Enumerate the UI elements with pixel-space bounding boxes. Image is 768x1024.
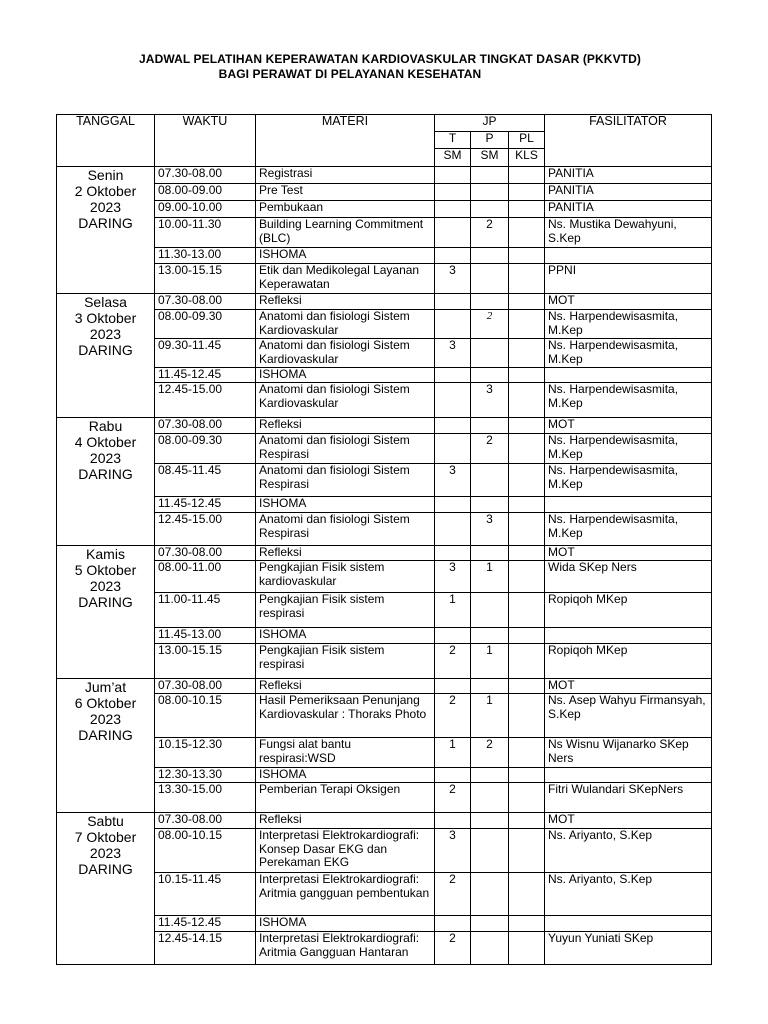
fasilitator-cell: [545, 368, 712, 383]
jp-pl-cell: [509, 783, 545, 813]
jp-pl-cell: [509, 679, 545, 694]
jp-p-cell: [471, 167, 509, 184]
jp-t-cell: 2: [435, 873, 471, 916]
day-mode: DARING: [78, 861, 133, 877]
time-cell: 08.00-09.30: [155, 310, 256, 339]
table-row: [57, 783, 712, 813]
document-title: JADWAL PELATIHAN KEPERAWATAN KARDIOVASKULAR TINGKAT DASAR (PKKVTD): [139, 52, 641, 66]
time-cell: 12.45-15.00: [155, 513, 256, 546]
day-cell: [57, 813, 155, 965]
fasilitator-cell: MOT: [545, 813, 712, 829]
jp-p-cell: 2: [471, 218, 509, 248]
materi-cell: Pengkajian Fisik sistem respirasi: [256, 593, 435, 628]
jp-p-cell: [471, 916, 509, 932]
fasilitator-cell: Ns. Harpendewisasmita, M.Kep: [545, 434, 712, 464]
fasilitator-cell: Ns. Harpendewisasmita, M.Kep: [545, 339, 712, 368]
materi-cell: ISHOMA: [256, 916, 435, 932]
jp-t-cell: [435, 383, 471, 418]
fasilitator-cell: Ns Wisnu Wijanarko SKep Ners: [545, 738, 712, 768]
day-year: 2023: [89, 199, 122, 215]
table-row: [57, 561, 712, 593]
time-cell: 07.30-08.00: [155, 679, 256, 694]
materi-cell: Refleksi: [256, 679, 435, 694]
materi-cell: Refleksi: [256, 294, 435, 310]
table-row: [57, 513, 712, 546]
day-name: Rabu: [88, 418, 123, 434]
day-cell: [57, 679, 155, 813]
schedule-table: [56, 114, 712, 965]
jp-t-cell: [435, 294, 471, 310]
day-mode: DARING: [78, 594, 133, 610]
materi-cell: Interpretasi Elektrokardiografi: Aritmia gangguan pembentukan: [256, 873, 435, 916]
day-mode: DARING: [78, 727, 133, 743]
materi-cell: Building Learning Commitment (BLC): [256, 218, 435, 248]
header-sm-t: SM: [435, 149, 471, 167]
header-t: T: [435, 132, 471, 149]
jp-pl-cell: [509, 644, 545, 679]
table-row: [57, 339, 712, 368]
jp-t-cell: 1: [435, 593, 471, 628]
day-date: 4 Oktober: [74, 434, 137, 450]
time-cell: 13.00-15.15: [155, 264, 256, 294]
jp-pl-cell: [509, 873, 545, 916]
jp-t-cell: [435, 497, 471, 513]
table-row: [57, 464, 712, 497]
jp-t-cell: 3: [435, 561, 471, 593]
table-row: [57, 218, 712, 248]
jp-pl-cell: [509, 310, 545, 339]
jp-pl-cell: [509, 248, 545, 264]
materi-cell: Pembukaan: [256, 201, 435, 218]
fasilitator-cell: [545, 768, 712, 783]
time-cell: 08.00-10.15: [155, 694, 256, 738]
table-row: [57, 768, 712, 783]
materi-cell: Interpretasi Elektrokardiografi: Konsep Dasar EKG dan Perekaman EKG: [256, 829, 435, 873]
materi-cell: ISHOMA: [256, 368, 435, 383]
table-row: [57, 593, 712, 628]
jp-pl-cell: [509, 628, 545, 644]
table-row: [57, 829, 712, 873]
time-cell: 08.00-09.30: [155, 434, 256, 464]
table-row: [57, 497, 712, 513]
table-row: [57, 434, 712, 464]
time-cell: 07.30-08.00: [155, 167, 256, 184]
jp-t-cell: 2: [435, 932, 471, 965]
time-cell: 08.45-11.45: [155, 464, 256, 497]
jp-p-cell: [471, 497, 509, 513]
jp-p-cell: [471, 184, 509, 201]
header-fasilitator: FASILITATOR: [545, 115, 712, 167]
time-cell: 09.30-11.45: [155, 339, 256, 368]
jp-t-cell: [435, 167, 471, 184]
jp-t-cell: [435, 368, 471, 383]
jp-p-cell: [471, 932, 509, 965]
time-cell: 11.45-12.45: [155, 916, 256, 932]
time-cell: 11.45-12.45: [155, 368, 256, 383]
day-name: Jum’at: [84, 679, 127, 695]
table-row: [57, 310, 712, 339]
materi-cell: Anatomi dan fisiologi Sistem Respirasi: [256, 434, 435, 464]
table-row: [57, 916, 712, 932]
fasilitator-cell: Ns. Ariyanto, S.Kep: [545, 873, 712, 916]
day-year: 2023: [89, 578, 122, 594]
time-cell: 08.00-11.00: [155, 561, 256, 593]
header-p: P: [471, 132, 509, 149]
table-row: [57, 932, 712, 965]
jp-p-cell: [471, 368, 509, 383]
fasilitator-cell: Ns. Harpendewisasmita, M.Kep: [545, 464, 712, 497]
jp-pl-cell: [509, 546, 545, 561]
header-jp: JP: [435, 115, 545, 132]
jp-pl-cell: [509, 167, 545, 184]
jp-t-cell: 3: [435, 829, 471, 873]
header-materi: MATERI: [256, 115, 435, 167]
materi-cell: ISHOMA: [256, 248, 435, 264]
materi-cell: Pengkajian Fisik sistem respirasi: [256, 644, 435, 679]
fasilitator-cell: PANITIA: [545, 167, 712, 184]
table-row: [57, 248, 712, 264]
header-kls: KLS: [509, 149, 545, 167]
materi-cell: Anatomi dan fisiologi Sistem Kardiovaskular: [256, 310, 435, 339]
jp-pl-cell: [509, 434, 545, 464]
table-row: [57, 628, 712, 644]
jp-t-cell: 2: [435, 694, 471, 738]
jp-p-cell: [471, 264, 509, 294]
jp-pl-cell: [509, 418, 545, 434]
jp-pl-cell: [509, 561, 545, 593]
jp-pl-cell: [509, 464, 545, 497]
time-cell: 08.00-09.00: [155, 184, 256, 201]
jp-p-cell: [471, 464, 509, 497]
day-date: 5 Oktober: [74, 562, 137, 578]
fasilitator-cell: [545, 248, 712, 264]
day-date: 7 Oktober: [74, 829, 137, 845]
table-row: [57, 201, 712, 218]
jp-t-cell: [435, 813, 471, 829]
materi-cell: Fungsi alat bantu respirasi:WSD: [256, 738, 435, 768]
jp-t-cell: [435, 310, 471, 339]
time-cell: 07.30-08.00: [155, 294, 256, 310]
time-cell: 09.00-10.00: [155, 201, 256, 218]
time-cell: 13.00-15.15: [155, 644, 256, 679]
jp-p-cell: [471, 679, 509, 694]
jp-pl-cell: [509, 339, 545, 368]
fasilitator-cell: Ropiqoh MKep: [545, 644, 712, 679]
jp-p-cell: 2: [471, 738, 509, 768]
materi-cell: Anatomi dan fisiologi Sistem Kardiovaskular: [256, 339, 435, 368]
jp-p-cell: [471, 829, 509, 873]
fasilitator-cell: Yuyun Yuniati SKep: [545, 932, 712, 965]
jp-t-cell: [435, 248, 471, 264]
day-name: Kamis: [86, 546, 125, 562]
table-row: [57, 644, 712, 679]
day-cell: [57, 294, 155, 418]
materi-cell: Refleksi: [256, 813, 435, 829]
materi-cell: Refleksi: [256, 418, 435, 434]
jp-t-cell: [435, 628, 471, 644]
time-cell: 13.30-15.00: [155, 783, 256, 813]
materi-cell: ISHOMA: [256, 628, 435, 644]
time-cell: 10.15-12.30: [155, 738, 256, 768]
fasilitator-cell: Ns. Asep Wahyu Firmansyah, S.Kep: [545, 694, 712, 738]
jp-pl-cell: [509, 294, 545, 310]
time-cell: 10.15-11.45: [155, 873, 256, 916]
jp-p-cell: [471, 546, 509, 561]
table-row: [57, 418, 712, 434]
jp-p-cell: [471, 783, 509, 813]
jp-pl-cell: [509, 593, 545, 628]
jp-pl-cell: [509, 829, 545, 873]
day-name: Selasa: [84, 294, 127, 310]
jp-p-cell: [471, 768, 509, 783]
fasilitator-cell: Ns. Harpendewisasmita, M.Kep: [545, 310, 712, 339]
table-row: [57, 264, 712, 294]
day-cell: [57, 418, 155, 546]
jp-t-cell: 2: [435, 783, 471, 813]
materi-cell: Refleksi: [256, 546, 435, 561]
table-row: [57, 368, 712, 383]
jp-t-cell: [435, 184, 471, 201]
time-cell: 07.30-08.00: [155, 546, 256, 561]
fasilitator-cell: MOT: [545, 546, 712, 561]
fasilitator-cell: Wida SKep Ners: [545, 561, 712, 593]
jp-pl-cell: [509, 497, 545, 513]
jp-pl-cell: [509, 264, 545, 294]
jp-t-cell: 2: [435, 644, 471, 679]
jp-t-cell: [435, 768, 471, 783]
time-cell: 07.30-08.00: [155, 418, 256, 434]
schedule-body: [57, 115, 712, 965]
fasilitator-cell: Ns. Ariyanto, S.Kep: [545, 829, 712, 873]
header-sm-p: SM: [471, 149, 509, 167]
fasilitator-cell: [545, 628, 712, 644]
jp-pl-cell: [509, 932, 545, 965]
day-year: 2023: [89, 450, 122, 466]
materi-cell: Anatomi dan fisiologi Sistem Respirasi: [256, 513, 435, 546]
fasilitator-cell: Ns. Harpendewisasmita, M.Kep: [545, 383, 712, 418]
jp-p-cell: [471, 593, 509, 628]
time-cell: 11.00-11.45: [155, 593, 256, 628]
day-year: 2023: [89, 711, 122, 727]
jp-p-cell: 3: [471, 513, 509, 546]
jp-pl-cell: [509, 513, 545, 546]
day-mode: DARING: [78, 215, 133, 231]
day-name: Senin: [87, 167, 124, 183]
jp-p-cell: [471, 201, 509, 218]
jp-pl-cell: [509, 738, 545, 768]
jp-p-cell: 1: [471, 644, 509, 679]
jp-p-cell: 3: [471, 383, 509, 418]
jp-p-cell: [471, 294, 509, 310]
day-cell: [57, 546, 155, 679]
table-row: [57, 679, 712, 694]
jp-t-cell: [435, 916, 471, 932]
jp-t-cell: [435, 218, 471, 248]
day-date: 2 Oktober: [74, 183, 137, 199]
header-pl: PL: [509, 132, 545, 149]
jp-pl-cell: [509, 813, 545, 829]
materi-cell: Etik dan Medikolegal Layanan Keperawatan: [256, 264, 435, 294]
fasilitator-cell: Ns. Mustika Dewahyuni, S.Kep: [545, 218, 712, 248]
fasilitator-cell: [545, 497, 712, 513]
fasilitator-cell: Ropiqoh MKep: [545, 593, 712, 628]
day-name: Sabtu: [87, 813, 124, 829]
day-cell: [57, 167, 155, 294]
jp-p-cell: [471, 339, 509, 368]
jp-p-cell: [471, 813, 509, 829]
materi-cell: Pemberian Terapi Oksigen: [256, 783, 435, 813]
jp-t-cell: 3: [435, 464, 471, 497]
table-row: [57, 383, 712, 418]
jp-t-cell: [435, 201, 471, 218]
time-cell: 11.45-13.00: [155, 628, 256, 644]
materi-cell: Anatomi dan fisiologi Sistem Kardiovaskular: [256, 383, 435, 418]
table-row: [57, 738, 712, 768]
jp-p-cell: [471, 873, 509, 916]
fasilitator-cell: [545, 916, 712, 932]
jp-t-cell: [435, 679, 471, 694]
jp-t-cell: 1: [435, 738, 471, 768]
fasilitator-cell: PANITIA: [545, 201, 712, 218]
fasilitator-cell: Ns. Harpendewisasmita, M.Kep: [545, 513, 712, 546]
time-cell: 11.45-12.45: [155, 497, 256, 513]
jp-t-cell: 3: [435, 264, 471, 294]
jp-t-cell: 3: [435, 339, 471, 368]
header-tanggal: TANGGAL: [57, 115, 155, 167]
table-row: [57, 873, 712, 916]
day-date: 3 Oktober: [74, 310, 137, 326]
table-row: [57, 546, 712, 561]
document-subtitle: BAGI PERAWAT DI PELAYANAN KESEHATAN: [218, 67, 482, 81]
day-year: 2023: [89, 326, 122, 342]
time-cell: 11.30-13.00: [155, 248, 256, 264]
table-row: [57, 294, 712, 310]
time-cell: 08.00-10.15: [155, 829, 256, 873]
fasilitator-cell: PPNI: [545, 264, 712, 294]
header-row-1: [57, 115, 712, 132]
materi-cell: Registrasi: [256, 167, 435, 184]
jp-pl-cell: [509, 916, 545, 932]
jp-p-cell: [471, 418, 509, 434]
header-waktu: WAKTU: [155, 115, 256, 167]
fasilitator-cell: MOT: [545, 294, 712, 310]
materi-cell: ISHOMA: [256, 497, 435, 513]
jp-pl-cell: [509, 218, 545, 248]
materi-cell: Anatomi dan fisiologi Sistem Respirasi: [256, 464, 435, 497]
time-cell: 12.45-15.00: [155, 383, 256, 418]
materi-cell: Hasil Pemeriksaan Penunjang Kardiovaskular : Thoraks Photo: [256, 694, 435, 738]
time-cell: 12.30-13.30: [155, 768, 256, 783]
day-year: 2023: [89, 845, 122, 861]
fasilitator-cell: MOT: [545, 418, 712, 434]
time-cell: 12.45-14.15: [155, 932, 256, 965]
materi-cell: Pre Test: [256, 184, 435, 201]
time-cell: 10.00-11.30: [155, 218, 256, 248]
day-mode: DARING: [78, 342, 133, 358]
table-row: [57, 813, 712, 829]
materi-cell: ISHOMA: [256, 768, 435, 783]
table-row: [57, 184, 712, 201]
jp-t-cell: [435, 434, 471, 464]
jp-pl-cell: [509, 768, 545, 783]
day-date: 6 Oktober: [74, 695, 137, 711]
jp-pl-cell: [509, 201, 545, 218]
jp-t-cell: [435, 418, 471, 434]
table-row: [57, 167, 712, 184]
materi-cell: Pengkajian Fisik sistem kardiovaskular: [256, 561, 435, 593]
jp-p-cell: [471, 248, 509, 264]
fasilitator-cell: PANITIA: [545, 184, 712, 201]
time-cell: 07.30-08.00: [155, 813, 256, 829]
jp-p-cell: 2: [471, 434, 509, 464]
jp-p-cell: 1: [471, 694, 509, 738]
jp-p-cell: 2: [471, 310, 509, 339]
jp-p-cell: 1: [471, 561, 509, 593]
fasilitator-cell: Fitri Wulandari SKepNers: [545, 783, 712, 813]
jp-t-cell: [435, 513, 471, 546]
table-row: [57, 694, 712, 738]
jp-t-cell: [435, 546, 471, 561]
fasilitator-cell: MOT: [545, 679, 712, 694]
jp-pl-cell: [509, 368, 545, 383]
day-mode: DARING: [78, 466, 133, 482]
jp-pl-cell: [509, 184, 545, 201]
jp-p-cell: [471, 628, 509, 644]
jp-pl-cell: [509, 694, 545, 738]
materi-cell: Interpretasi Elektrokardiografi: Aritmia Gangguan Hantaran: [256, 932, 435, 965]
jp-pl-cell: [509, 383, 545, 418]
